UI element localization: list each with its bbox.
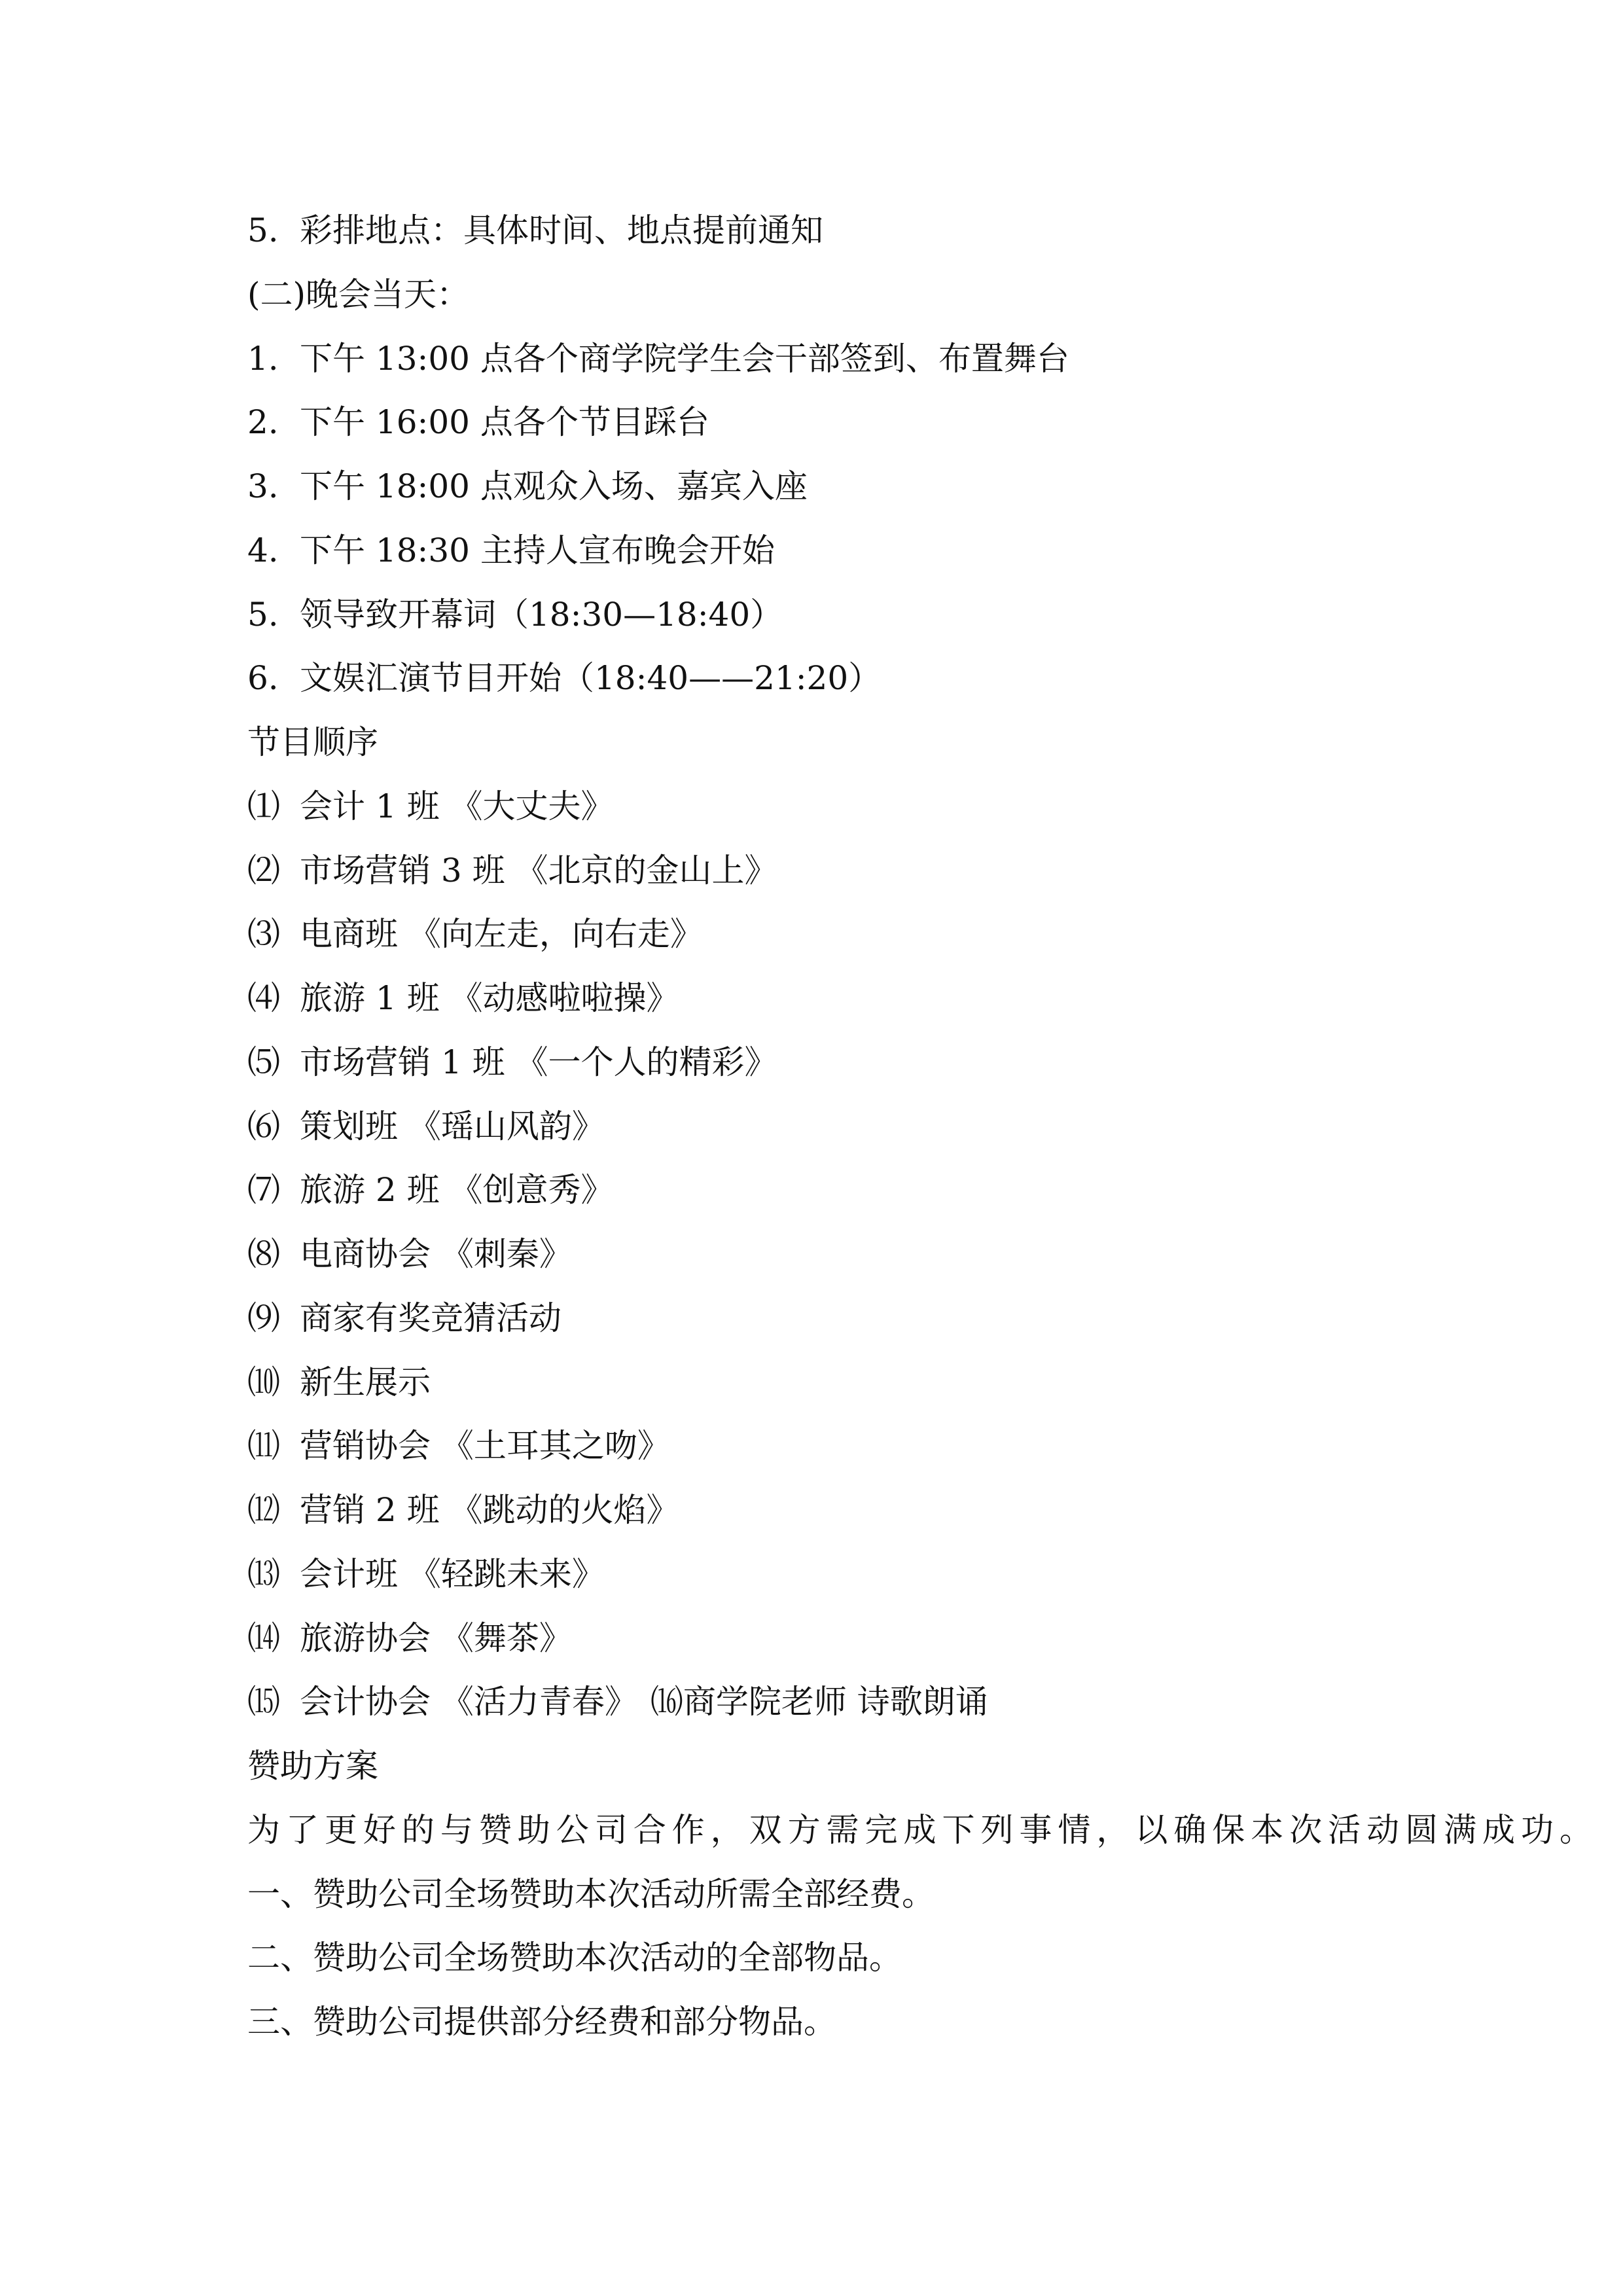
list-number: ⑴	[247, 787, 280, 825]
section-heading-sponsorship: 赞助方案	[247, 1747, 378, 1785]
list-text: 新生展示	[300, 1363, 431, 1401]
list-number: ⑸	[247, 1043, 280, 1081]
list-text: 旅游协会 《舞茶》	[300, 1619, 572, 1657]
program-item	[247, 1031, 1596, 1095]
program-item	[247, 967, 1596, 1031]
list-number: 6.	[247, 659, 279, 698]
schedule-step	[247, 391, 1596, 455]
program-item	[247, 839, 1596, 903]
program-item	[247, 1158, 1596, 1223]
program-item	[247, 775, 1596, 839]
list-number: ⑼	[247, 1299, 280, 1337]
schedule-step	[247, 327, 1596, 391]
list-text: 商家有奖竞猜活动	[300, 1299, 562, 1337]
list-text: 市场营销 1 班 《一个人的精彩》	[300, 1043, 777, 1081]
list-number: ⑿	[247, 1491, 280, 1529]
list-text: 领导致开幕词（18:30—18:40）	[300, 595, 783, 634]
list-number: ⑺	[247, 1171, 280, 1210]
program-item	[247, 1543, 1596, 1607]
sponsorship-intro: 为了更好的与赞助公司合作，双方需完成下列事情，以确保本次活动圆满成功。	[247, 1810, 1592, 1849]
list-number: 2.	[247, 403, 279, 442]
list-text: 旅游 1 班 《动感啦啦操》	[300, 979, 679, 1017]
list-text: 会计班 《轻跳未来》	[300, 1554, 605, 1593]
list-number: ⒁	[247, 1619, 280, 1657]
program-item	[247, 1479, 1596, 1543]
list-text: 市场营销 3 班 《北京的金山上》	[300, 851, 777, 889]
schedule-step	[247, 647, 1596, 711]
list-text: 电商班 《向左走，向右走》	[300, 915, 703, 954]
list-number: ⑾	[247, 1427, 280, 1465]
list-number: 3.	[247, 467, 279, 505]
list-text: 旅游 2 班 《创意秀》	[300, 1171, 614, 1210]
list-number: ⑶	[247, 915, 280, 954]
list-text: 下午 16:00 点各个节目踩台	[300, 403, 709, 442]
list-number: 4.	[247, 531, 279, 569]
list-text: 策划班 《瑶山风韵》	[300, 1107, 605, 1145]
list-number: ⒂	[247, 1683, 280, 1721]
document-body	[247, 199, 1596, 2054]
rehearsal-line	[247, 199, 1596, 263]
list-number: ⑻	[247, 1235, 280, 1273]
program-item	[247, 1223, 1596, 1287]
sponsorship-option: 二、赞助公司全场赞助本次活动的全部物品。	[247, 1939, 902, 1977]
list-text: 营销协会 《土耳其之吻》	[300, 1427, 670, 1465]
list-text: 下午 13:00 点各个商学院学生会干部签到、布置舞台	[300, 339, 1069, 378]
program-item	[247, 1414, 1596, 1479]
list-text: 彩排地点：具体时间、地点提前通知	[300, 211, 823, 249]
list-text: 下午 18:30 主持人宣布晚会开始	[300, 531, 775, 569]
program-item	[247, 1351, 1596, 1415]
program-item	[247, 1095, 1596, 1159]
list-text: 电商协会 《刺秦》	[300, 1235, 572, 1273]
list-number: ⒃	[650, 1683, 683, 1721]
list-number: ⑷	[247, 979, 280, 1017]
list-text: 商学院老师 诗歌朗诵	[683, 1683, 988, 1721]
list-number: 5.	[247, 595, 279, 634]
list-number: 1.	[247, 339, 279, 378]
list-number: ⑹	[247, 1107, 280, 1145]
program-item	[247, 1287, 1596, 1351]
schedule-step	[247, 519, 1596, 583]
list-number: 5.	[247, 211, 279, 249]
section-heading-day-of: (二)晚会当天：	[247, 275, 470, 314]
program-item	[247, 1670, 1596, 1734]
program-item	[247, 1607, 1596, 1671]
list-text: 会计 1 班 《大丈夫》	[300, 787, 614, 825]
section-heading-program: 节目顺序	[247, 723, 378, 761]
list-number: ⑵	[247, 851, 280, 889]
list-text: 下午 18:00 点观众入场、嘉宾入座	[300, 467, 808, 505]
schedule-step	[247, 583, 1596, 647]
sponsorship-option: 三、赞助公司提供部分经费和部分物品。	[247, 2003, 836, 2041]
schedule-step	[247, 455, 1596, 519]
list-text: 营销 2 班 《跳动的火焰》	[300, 1491, 679, 1529]
list-number: ⑽	[247, 1363, 280, 1401]
list-text: 会计协会 《活力青春》	[300, 1683, 637, 1721]
program-item	[247, 903, 1596, 967]
sponsorship-option: 一、赞助公司全场赞助本次活动所需全部经费。	[247, 1874, 935, 1913]
list-number: ⒀	[247, 1554, 280, 1593]
list-text: 文娱汇演节目开始（18:40——21:20）	[300, 659, 882, 698]
